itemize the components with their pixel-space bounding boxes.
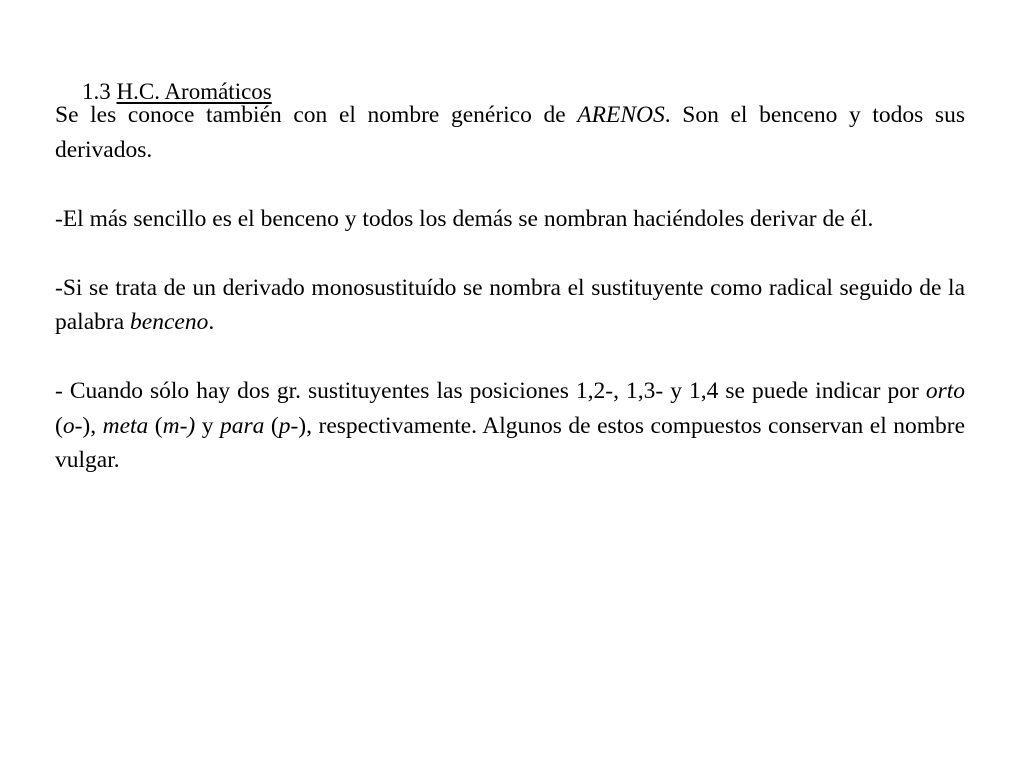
- text-run: y: [195, 412, 220, 439]
- italic-term: m-): [162, 412, 196, 439]
- text-run: . Son el benceno y todos sus derivados.: [55, 102, 965, 163]
- italic-term: meta: [102, 412, 149, 439]
- paragraph-monosustituido: [55, 271, 965, 340]
- text-run: (: [55, 412, 63, 439]
- text-run: - Cuando sólo hay dos gr. sustituyentes las posiciones 1,2-, 1,3- y 1,4 se puede indicar por: [55, 378, 926, 404]
- text-run: (: [264, 412, 279, 439]
- text-run: -El más sencillo es el benceno y todos los demás se nombran haciéndoles derivar de él.: [55, 205, 874, 232]
- text-run: -),: [74, 412, 103, 439]
- italic-term: para: [220, 412, 265, 439]
- paragraph-arenos: [55, 98, 965, 167]
- paragraph-posiciones: [55, 374, 965, 478]
- italic-term: orto: [925, 378, 965, 404]
- italic-term: ARENOS: [577, 102, 665, 128]
- italic-term: p: [278, 412, 291, 439]
- section-number: 1.3: [82, 79, 111, 104]
- italic-term: benceno: [130, 309, 209, 335]
- text-run: -Si se trata de un derivado monosustituído se nombra el sustituyente como radical seguido de la palabra: [55, 274, 965, 335]
- italic-term: o: [62, 412, 75, 439]
- text-run: .: [208, 309, 215, 335]
- paragraph-benceno: [55, 202, 965, 237]
- text-run: Se les conoce también con el nombre genérico de: [55, 102, 578, 128]
- body-text: [55, 98, 965, 478]
- text-run: (: [148, 412, 163, 439]
- section-title: H.C. Aromáticos: [116, 79, 272, 104]
- text-run: -), respectivamente. Algunos de estos compuestos conservan el nombre vulgar.: [55, 412, 966, 473]
